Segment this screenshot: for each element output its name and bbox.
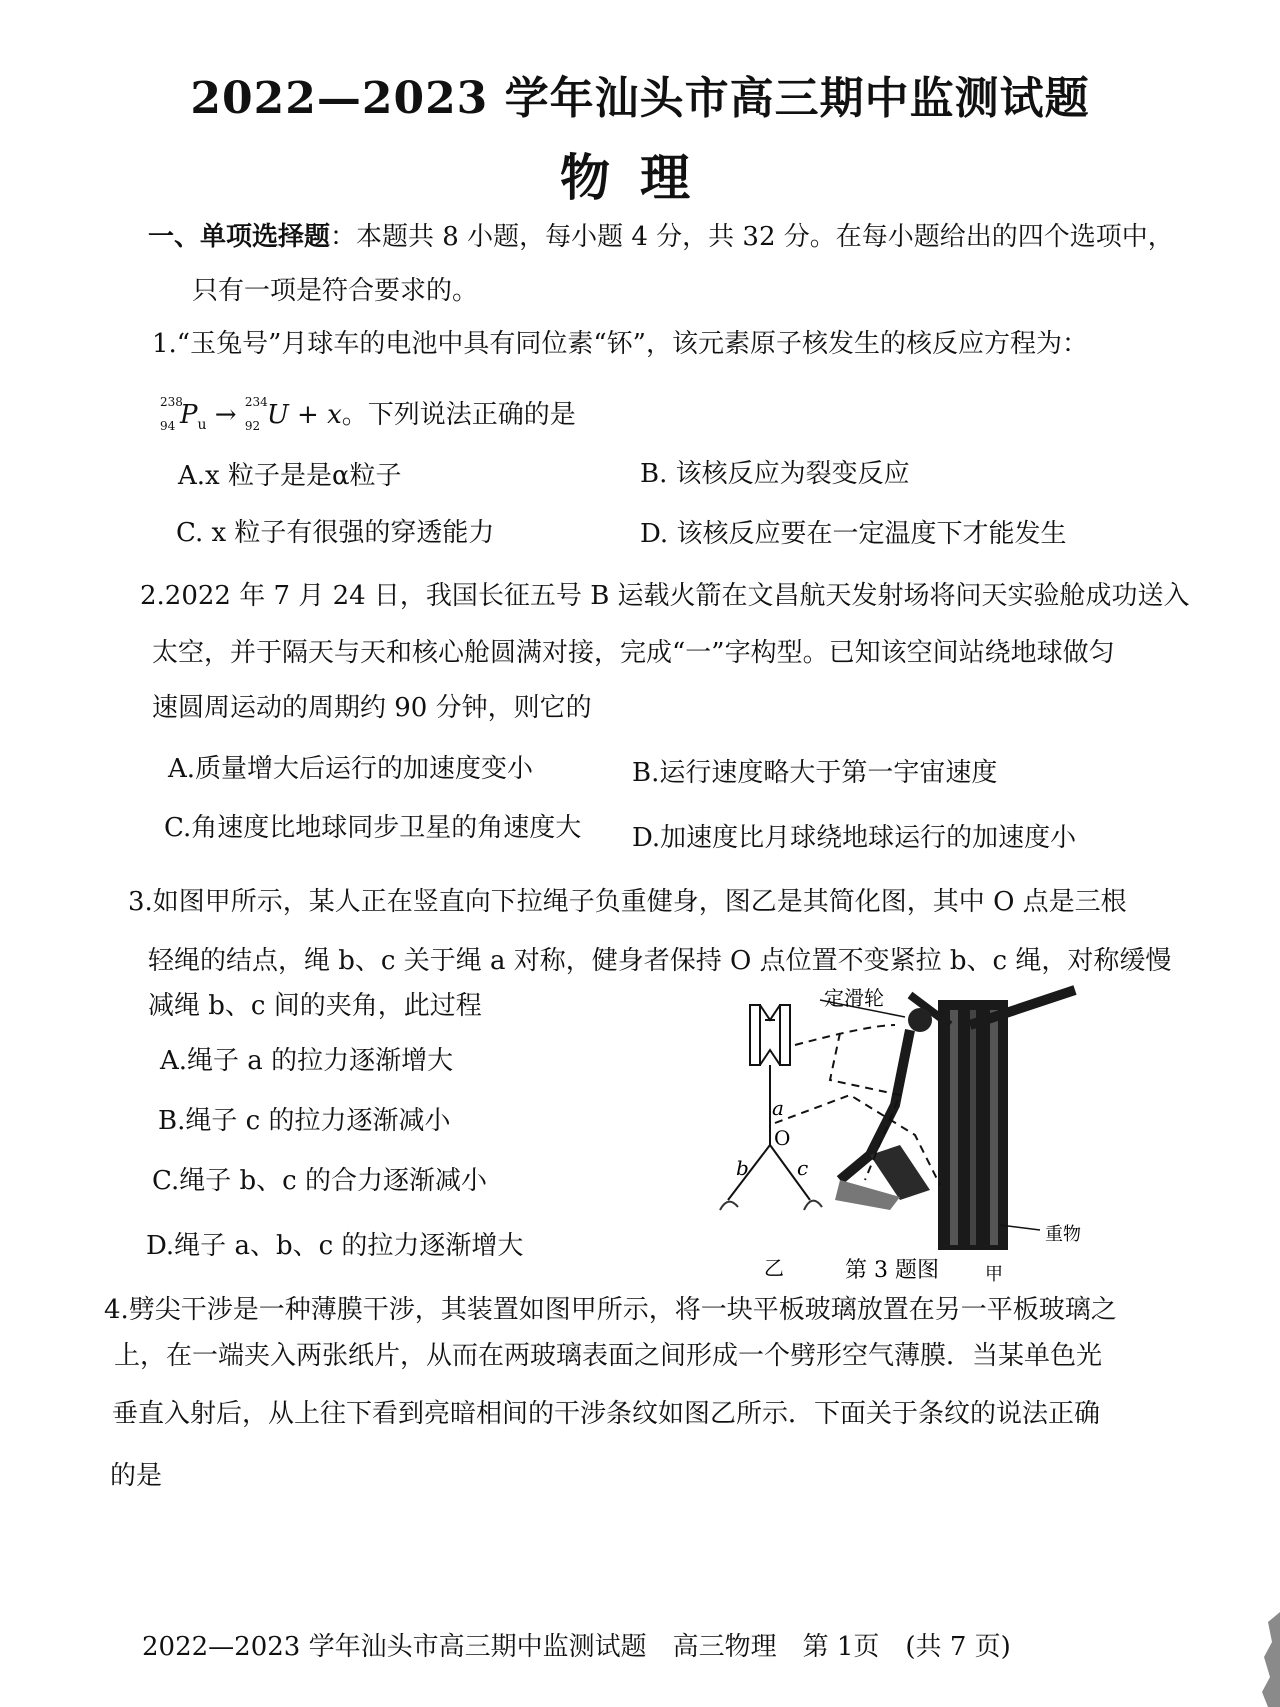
q2-line-3: 速圆周运动的周期约 90 分钟，则它的 xyxy=(152,693,592,723)
rope-b xyxy=(728,1145,770,1200)
label-o: O xyxy=(774,1126,791,1150)
q3-figure xyxy=(700,985,1120,1285)
plus-x: + x xyxy=(297,400,342,430)
section-intro-2: 只有一项是符合要求的。 xyxy=(192,276,479,306)
page-edge-shadow xyxy=(1258,1612,1280,1707)
q1-stem: 1.“玉兔号”月球车的电池中具有同位素“钚”，该元素原子核发生的核反应方程为： xyxy=(152,329,1088,359)
exam-title: 2022—2023 学年汕头市高三期中监测试题 xyxy=(190,73,1090,124)
label-a: a xyxy=(772,1096,784,1120)
label-c: c xyxy=(797,1156,809,1180)
q1-option-a: A.x 粒子是是α粒子 xyxy=(178,461,402,491)
q2-option-d: D.加速度比月球绕地球运行的加速度小 xyxy=(632,823,1077,853)
q1-formula xyxy=(160,394,576,434)
pu-nuclide xyxy=(160,395,207,434)
label-b: b xyxy=(736,1156,749,1180)
q1-option-d: D. 该核反应要在一定温度下才能发生 xyxy=(640,519,1067,549)
q4-line-2: 上，在一端夹入两张纸片，从而在两玻璃表面之间形成一个劈形空气薄膜．当某单色光 xyxy=(114,1341,1103,1371)
q3-line-2: 轻绳的结点，绳 b、c 关于绳 a 对称，健身者保持 O 点位置不变紧拉 b、c 绳，对称缓慢 xyxy=(148,946,1172,976)
q3-line-1: 3.如图甲所示，某人正在竖直向下拉绳子负重健身，图乙是其简化图，其中 O 点是三根 xyxy=(128,887,1127,917)
fitness-machine-photo xyxy=(835,990,1075,1250)
page-footer: 2022—2023 学年汕头市高三期中监测试题 高三物理 第 1页 (共 7 页) xyxy=(142,1632,1011,1662)
label-yi: 乙 xyxy=(764,1256,784,1280)
arrow-icon: → xyxy=(214,400,237,430)
subject-title: 物理 xyxy=(560,148,720,207)
pu-number: 94 xyxy=(160,419,176,433)
section-label: 一、单项选择题 xyxy=(148,222,331,252)
u-symbol: U xyxy=(266,400,289,430)
u-number: 92 xyxy=(244,419,261,433)
q2-option-c: C.角速度比地球同步卫星的角速度大 xyxy=(164,813,582,843)
q4-line-4: 的是 xyxy=(110,1461,163,1491)
q2-line-1: 2.2022 年 7 月 24 日，我国长征五号 B 运载火箭在文昌航天发射场将问天实验舱成功送入 xyxy=(140,581,1190,611)
q1-formula-tail: 。下列说法正确的是 xyxy=(341,400,576,430)
q3-option-b: B.绳子 c 的拉力逐渐减小 xyxy=(158,1106,451,1136)
section-heading xyxy=(148,221,1174,253)
pulley-icon xyxy=(750,1005,790,1065)
q2-option-b: B.运行速度略大于第一宇宙速度 xyxy=(632,758,998,788)
section-intro: ：本题共 8 小题，每小题 4 分，共 32 分。在每小题给出的四个选项中， xyxy=(330,222,1174,252)
u-nuclide xyxy=(244,395,289,433)
label-pulley: 定滑轮 xyxy=(824,986,884,1010)
q4-line-3: 垂直入射后，从上往下看到亮暗相间的干涉条纹如图乙所示．下面关于条纹的说法正确 xyxy=(112,1399,1101,1429)
q3-option-c: C.绳子 b、c 的合力逐渐减小 xyxy=(152,1166,487,1196)
q3-option-d: D.绳子 a、b、c 的拉力逐渐增大 xyxy=(146,1231,524,1261)
q4-line-1: 4.劈尖干涉是一种薄膜干涉，其装置如图甲所示，将一块平板玻璃放置在另一平板玻璃之 xyxy=(104,1295,1117,1325)
q3-line-3: 减绳 b、c 间的夹角，此过程 xyxy=(148,991,482,1021)
figure-caption: 第 3 题图 xyxy=(845,1258,939,1283)
q2-option-a: A.质量增大后运行的加速度变小 xyxy=(168,754,534,784)
right-hand-icon xyxy=(804,1201,822,1210)
pu-subscript: u xyxy=(197,417,207,434)
label-jia: 甲 xyxy=(985,1264,1003,1285)
q2-line-2: 太空，并于隔天与天和核心舱圆满对接，完成“一”字构型。已知该空间站绕地球做匀 xyxy=(152,638,1115,668)
pu-symbol: P xyxy=(180,400,198,430)
q1-option-b: B. 该核反应为裂变反应 xyxy=(640,459,910,489)
u-mass: 234 xyxy=(244,395,268,409)
pu-mass: 238 xyxy=(160,395,183,409)
q3-option-a: A.绳子 a 的拉力逐渐增大 xyxy=(160,1046,454,1076)
q1-option-c: C. x 粒子有很强的穿透能力 xyxy=(176,518,495,548)
label-weight: 重物 xyxy=(1045,1224,1081,1245)
left-hand-icon xyxy=(720,1202,738,1210)
